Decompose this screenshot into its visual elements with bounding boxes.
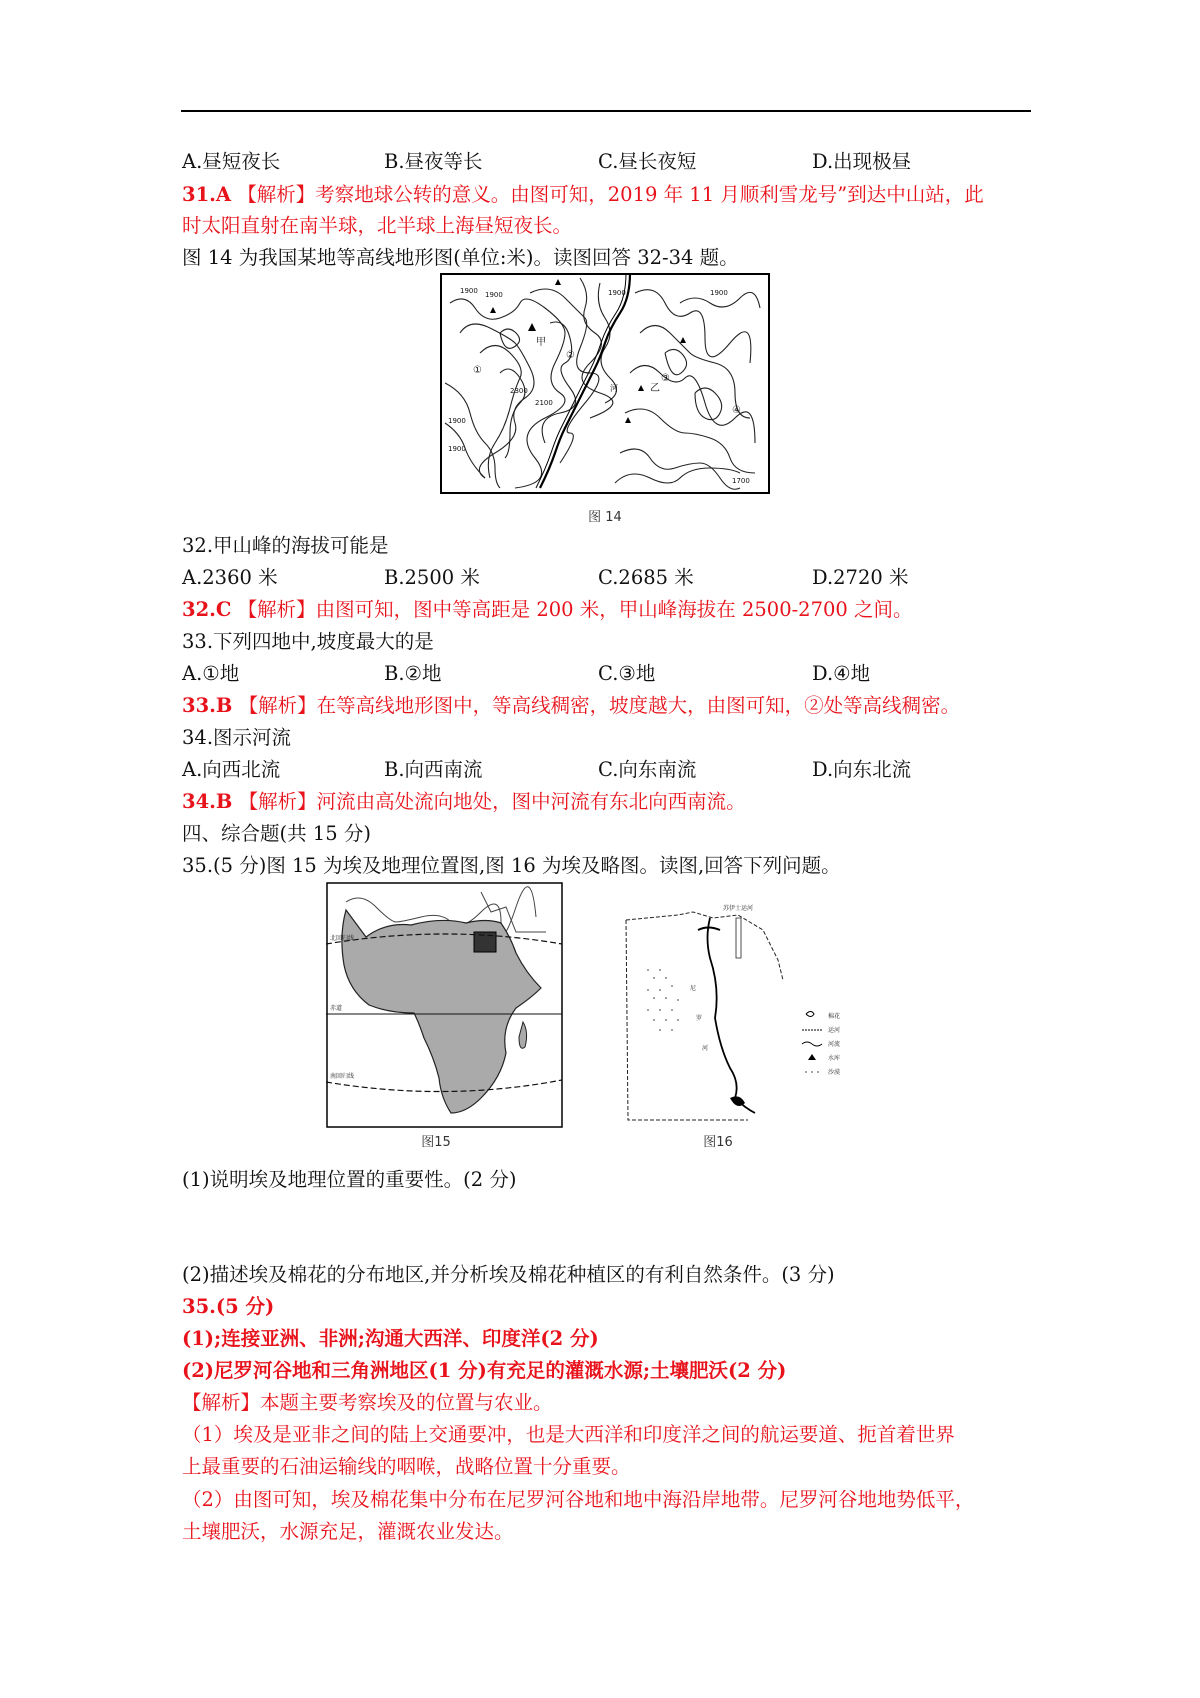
fig16-egypt-map [618,900,888,1154]
mark-2: ② [566,350,575,361]
q33-option-c: C.③地 [598,662,656,685]
q35-sub1: (1)说明埃及地理位置的重要性。(2 分) [182,1168,517,1191]
answer-label: 31.A [182,183,232,206]
q31-option-a: A.昼短夜长 [182,150,281,173]
q31-answer [182,182,984,208]
contour-label: 2300 [510,387,528,395]
q34-option-c: C.向东南流 [598,758,697,781]
fig15-caption: 图15 [421,1135,451,1150]
q31-option-b: B.昼夜等长 [384,150,483,173]
q32-option-d: D.2720 米 [812,566,909,589]
q31-option-d: D.出现极昼 [812,150,912,173]
legend-cotton: 棉花 [828,1013,841,1020]
contour-label: 1900 [448,445,466,453]
nile-char: 河 [702,1045,709,1052]
answer-label: 34.B [182,790,233,813]
mark-1: ① [473,365,482,376]
q33-option-a: A.①地 [182,662,240,685]
q35-explain1: （1）埃及是亚非之间的陆上交通要冲，也是大西洋和印度洋之间的航运要道、扼首着世界 [182,1423,955,1446]
q33-answer [182,693,960,719]
answer-label: 33.B [182,694,233,717]
suez-canal-label: 苏伊士运河 [722,905,754,912]
q35-explain-head: 【解析】本题主要考察埃及的位置与农业。 [182,1391,553,1414]
q35-explain2-cont: 土壤肥沃，水源充足，灌溉农业发达。 [182,1520,514,1543]
legend-canal: 运河 [828,1027,841,1034]
q35-stem: 35.(5 分)图 15 为埃及地理位置图,图 16 为埃及略图。读图,回答下列问题。 [182,854,841,877]
q33-stem: 33.下列四地中,坡度最大的是 [182,630,434,653]
legend-reservoir-icon [808,1054,816,1060]
sinai-outline [736,918,741,958]
mark-4: ④ [732,405,741,416]
q33-option-b: B.②地 [384,662,442,685]
contour-label: 2100 [535,399,553,407]
nile-char: 尼 [690,985,697,992]
answer-label: 32.C [182,598,232,621]
equator-label: 赤道 [330,1005,343,1012]
contour-label: 1900 [485,291,503,299]
nile-river [708,918,756,1113]
contour-label: 1900 [710,289,728,297]
q35-explain2: （2）由图可知，埃及棉花集中分布在尼罗河谷地和地中海沿岸地带。尼罗河谷地地势低平， [182,1488,975,1511]
reservoir [730,1096,745,1106]
q32-option-a: A.2360 米 [182,566,278,589]
q35-answer1: (1);连接亚洲、非洲;沟通大西洋、印度洋(2 分) [182,1327,599,1350]
q33-option-d: D.④地 [812,662,871,685]
contour-label: 1900 [608,289,626,297]
river-label: 河 [610,384,618,393]
answer-text: 【解析】考察地球公转的意义。由图可知，2019 年 11 月顺利雪龙号”到达中山站，此 [237,183,984,206]
egypt-west-south-border [626,920,748,1120]
q32-option-b: B.2500 米 [384,566,480,589]
answer-text: 【解析】由图可知，图中等高距是 200 米，甲山峰海拔在 2500-2700 之间。 [237,598,913,621]
tropic-capricorn-label: 南回归线 [330,1073,355,1080]
q34-option-a: A.向西北流 [182,758,281,781]
legend-river-icon [802,1042,822,1046]
contour-label: 1900 [460,287,478,295]
q35-answer2: (2)尼罗河谷地和三角洲地区(1 分)有充足的灌溉水源;土壤肥沃(2 分) [182,1359,787,1382]
q31-option-c: C.昼长夜短 [598,150,697,173]
q32-stem: 32.甲山峰的海拔可能是 [182,534,389,557]
legend-cotton-icon [806,1012,814,1017]
q34-answer [182,789,746,815]
q35-answer-head: 35.(5 分) [182,1295,275,1318]
q34-option-b: B.向西南流 [384,758,483,781]
legend-reservoir: 水库 [828,1055,841,1062]
q34-option-d: D.向东北流 [812,758,912,781]
answer-text: 【解析】在等高线地形图中，等高线稠密，坡度越大，由图可知，②处等高线稠密。 [238,694,961,717]
fig14-intro: 图 14 为我国某地等高线地形图(单位:米)。读图回答 32-34 题。 [182,246,739,269]
legend-river: 河流 [828,1041,841,1048]
tropic-cancer-label: 北回归线 [330,935,355,942]
answer-text: 【解析】河流由高处流向地处，图中河流有东北向西南流。 [238,790,746,813]
legend-desert-icon [805,1071,819,1073]
section-heading: 四、综合题(共 15 分) [182,822,371,845]
egypt-north-border [626,912,783,980]
peak-jia-label: 甲 [536,337,546,348]
delta [698,928,720,931]
nile-char: 罗 [696,1015,703,1022]
q34-stem: 34.图示河流 [182,726,292,749]
fig15-africa-map [326,882,566,1152]
fig16-caption: 图16 [703,1135,733,1150]
fig14-contour-map [440,273,770,528]
q32-answer [182,597,913,623]
fig14-caption: 图 14 [588,510,622,525]
header-rule [181,110,1031,112]
q32-option-c: C.2685 米 [598,566,694,589]
contour-label: 1900 [448,417,466,425]
peak-yi-label: 乙 [650,383,660,394]
egypt-highlight [474,932,496,952]
q35-sub2: (2)描述埃及棉花的分布地区,并分析埃及棉花种植区的有利自然条件。(3 分) [182,1263,835,1286]
q31-answer-cont: 时太阳直射在南半球，北半球上海昼短夜长。 [182,214,573,237]
mark-3: ③ [661,373,670,384]
legend-desert: 沙漠 [828,1069,841,1076]
q35-explain1-cont: 上最重要的石油运输线的咽喉，战略位置十分重要。 [182,1455,631,1478]
contour-label: 1700 [732,477,750,485]
